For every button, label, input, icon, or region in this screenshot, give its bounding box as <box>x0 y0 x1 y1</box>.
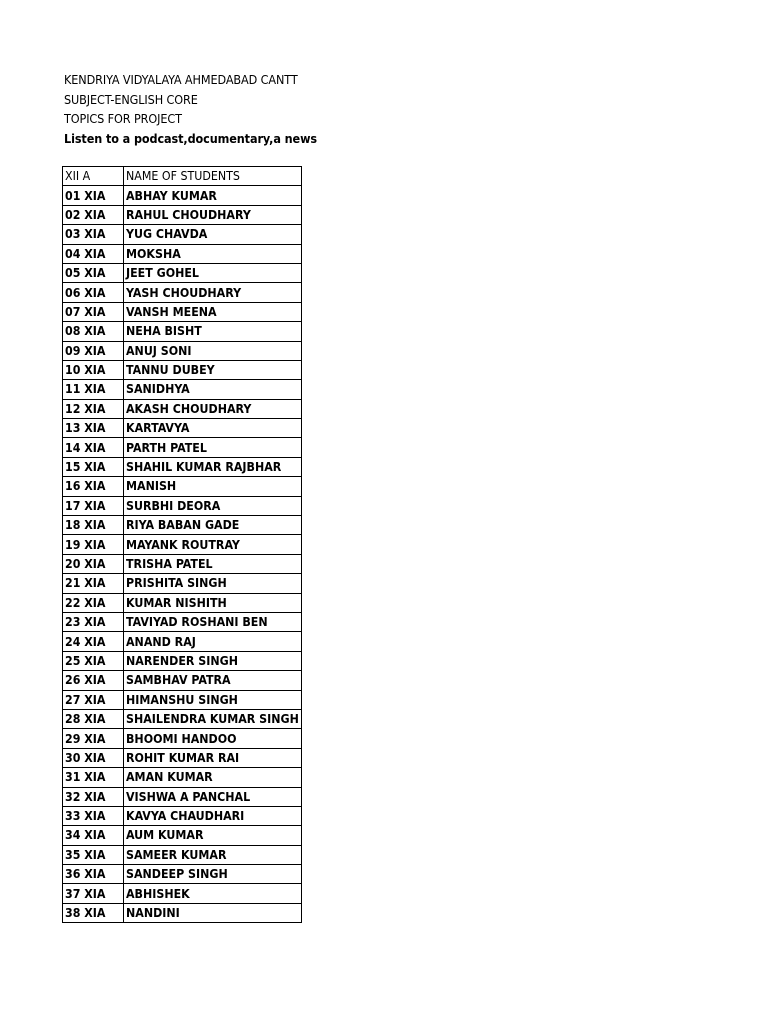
table-row <box>63 612 302 631</box>
table-row <box>63 865 302 884</box>
student-name-cell: ABHISHEK <box>124 884 302 903</box>
student-name-cell: PRISHITA SINGH <box>124 574 302 593</box>
roll-number-cell: 03 XIA <box>63 225 124 244</box>
student-name-cell: VISHWA A PANCHAL <box>124 787 302 806</box>
student-name-cell: AUM KUMAR <box>124 826 302 845</box>
roll-number-cell: 31 XIA <box>63 768 124 787</box>
table-row <box>63 651 302 670</box>
project-instruction: Listen to a podcast,documentary,a news <box>64 130 317 146</box>
student-name-cell: AKASH CHOUDHARY <box>124 399 302 418</box>
table-row <box>63 748 302 767</box>
school-name: KENDRIYA VIDYALAYA AHMEDABAD CANTT <box>64 72 298 87</box>
roll-number-cell: 09 XIA <box>63 341 124 360</box>
roll-number-cell: 35 XIA <box>63 845 124 864</box>
student-name-cell: PARTH PATEL <box>124 438 302 457</box>
table-row <box>63 244 302 263</box>
student-name-cell: SHAILENDRA KUMAR SINGH <box>124 709 302 728</box>
roll-number-cell: 23 XIA <box>63 612 124 631</box>
table-row <box>63 884 302 903</box>
student-name-cell: RAHUL CHOUDHARY <box>124 205 302 224</box>
student-roster-table <box>62 166 302 923</box>
roll-number-cell: 02 XIA <box>63 205 124 224</box>
roll-number-cell: 04 XIA <box>63 244 124 263</box>
table-row <box>63 380 302 399</box>
table-row <box>63 205 302 224</box>
roll-number-cell: 05 XIA <box>63 263 124 282</box>
table-row <box>63 709 302 728</box>
table-row <box>63 225 302 244</box>
roll-number-cell: 15 XIA <box>63 457 124 476</box>
roll-number-cell: 06 XIA <box>63 283 124 302</box>
topics-heading: TOPICS FOR PROJECT <box>64 111 182 126</box>
table-row <box>63 477 302 496</box>
roll-number-cell: 36 XIA <box>63 865 124 884</box>
student-name-cell: ANUJ SONI <box>124 341 302 360</box>
student-name-cell: MANISH <box>124 477 302 496</box>
roll-number-cell: 10 XIA <box>63 360 124 379</box>
student-name-cell: KAVYA CHAUDHARI <box>124 806 302 825</box>
roll-number-cell: 18 XIA <box>63 516 124 535</box>
roll-number-cell: 13 XIA <box>63 419 124 438</box>
table-row <box>63 399 302 418</box>
table-row <box>63 632 302 651</box>
table-row <box>63 186 302 205</box>
student-name-cell: SURBHI DEORA <box>124 496 302 515</box>
table-row <box>63 787 302 806</box>
student-name-cell: TANNU DUBEY <box>124 360 302 379</box>
roll-number-cell: 14 XIA <box>63 438 124 457</box>
student-name-cell: KARTAVYA <box>124 419 302 438</box>
column-header-name: NAME OF STUDENTS <box>124 167 302 186</box>
roll-number-cell: 22 XIA <box>63 593 124 612</box>
table-row <box>63 341 302 360</box>
table-row <box>63 496 302 515</box>
table-row <box>63 554 302 573</box>
student-name-cell: YUG CHAVDA <box>124 225 302 244</box>
roll-number-cell: 16 XIA <box>63 477 124 496</box>
student-name-cell: SAMBHAV PATRA <box>124 671 302 690</box>
student-name-cell: BHOOMI HANDOO <box>124 729 302 748</box>
table-row <box>63 729 302 748</box>
student-name-cell: SANIDHYA <box>124 380 302 399</box>
student-name-cell: SANDEEP SINGH <box>124 865 302 884</box>
roll-number-cell: 20 XIA <box>63 554 124 573</box>
table-row <box>63 826 302 845</box>
table-row <box>63 671 302 690</box>
student-name-cell: TRISHA PATEL <box>124 554 302 573</box>
roll-number-cell: 19 XIA <box>63 535 124 554</box>
student-name-cell: NARENDER SINGH <box>124 651 302 670</box>
subject-line: SUBJECT-ENGLISH CORE <box>64 91 198 107</box>
table-row <box>63 593 302 612</box>
table-row <box>63 457 302 476</box>
roll-number-cell: 33 XIA <box>63 806 124 825</box>
roll-number-cell: 38 XIA <box>63 903 124 922</box>
table-row <box>63 768 302 787</box>
roll-number-cell: 29 XIA <box>63 729 124 748</box>
table-header-row <box>63 167 302 186</box>
roll-number-cell: 30 XIA <box>63 748 124 767</box>
roll-number-cell: 21 XIA <box>63 574 124 593</box>
roll-number-cell: 12 XIA <box>63 399 124 418</box>
roll-number-cell: 08 XIA <box>63 322 124 341</box>
table-row <box>63 263 302 282</box>
roll-number-cell: 24 XIA <box>63 632 124 651</box>
student-name-cell: JEET GOHEL <box>124 263 302 282</box>
student-name-cell: AMAN KUMAR <box>124 768 302 787</box>
student-name-cell: SAMEER KUMAR <box>124 845 302 864</box>
table-row <box>63 438 302 457</box>
roster-body <box>63 186 302 923</box>
table-row <box>63 806 302 825</box>
roll-number-cell: 32 XIA <box>63 787 124 806</box>
roll-number-cell: 27 XIA <box>63 690 124 709</box>
student-name-cell: NANDINI <box>124 903 302 922</box>
table-row <box>63 360 302 379</box>
student-name-cell: HIMANSHU SINGH <box>124 690 302 709</box>
roll-number-cell: 07 XIA <box>63 302 124 321</box>
table-row <box>63 516 302 535</box>
student-name-cell: SHAHIL KUMAR RAJBHAR <box>124 457 302 476</box>
table-row <box>63 419 302 438</box>
table-row <box>63 535 302 554</box>
table-row <box>63 845 302 864</box>
student-name-cell: NEHA BISHT <box>124 322 302 341</box>
roll-number-cell: 28 XIA <box>63 709 124 728</box>
student-name-cell: MOKSHA <box>124 244 302 263</box>
table-row <box>63 283 302 302</box>
student-name-cell: ROHIT KUMAR RAI <box>124 748 302 767</box>
roll-number-cell: 11 XIA <box>63 380 124 399</box>
student-name-cell: ABHAY KUMAR <box>124 186 302 205</box>
student-name-cell: MAYANK ROUTRAY <box>124 535 302 554</box>
table-row <box>63 574 302 593</box>
table-row <box>63 903 302 922</box>
document-header <box>64 70 317 148</box>
table-row <box>63 302 302 321</box>
roll-number-cell: 26 XIA <box>63 671 124 690</box>
student-name-cell: VANSH MEENA <box>124 302 302 321</box>
roll-number-cell: 17 XIA <box>63 496 124 515</box>
roll-number-cell: 25 XIA <box>63 651 124 670</box>
student-name-cell: TAVIYAD ROSHANI BEN <box>124 612 302 631</box>
student-name-cell: ANAND RAJ <box>124 632 302 651</box>
student-name-cell: KUMAR NISHITH <box>124 593 302 612</box>
roll-number-cell: 34 XIA <box>63 826 124 845</box>
roll-number-cell: 37 XIA <box>63 884 124 903</box>
table-row <box>63 322 302 341</box>
student-name-cell: YASH CHOUDHARY <box>124 283 302 302</box>
table-row <box>63 690 302 709</box>
roll-number-cell: 01 XIA <box>63 186 124 205</box>
student-name-cell: RIYA BABAN GADE <box>124 516 302 535</box>
column-header-class: XII A <box>63 167 124 186</box>
